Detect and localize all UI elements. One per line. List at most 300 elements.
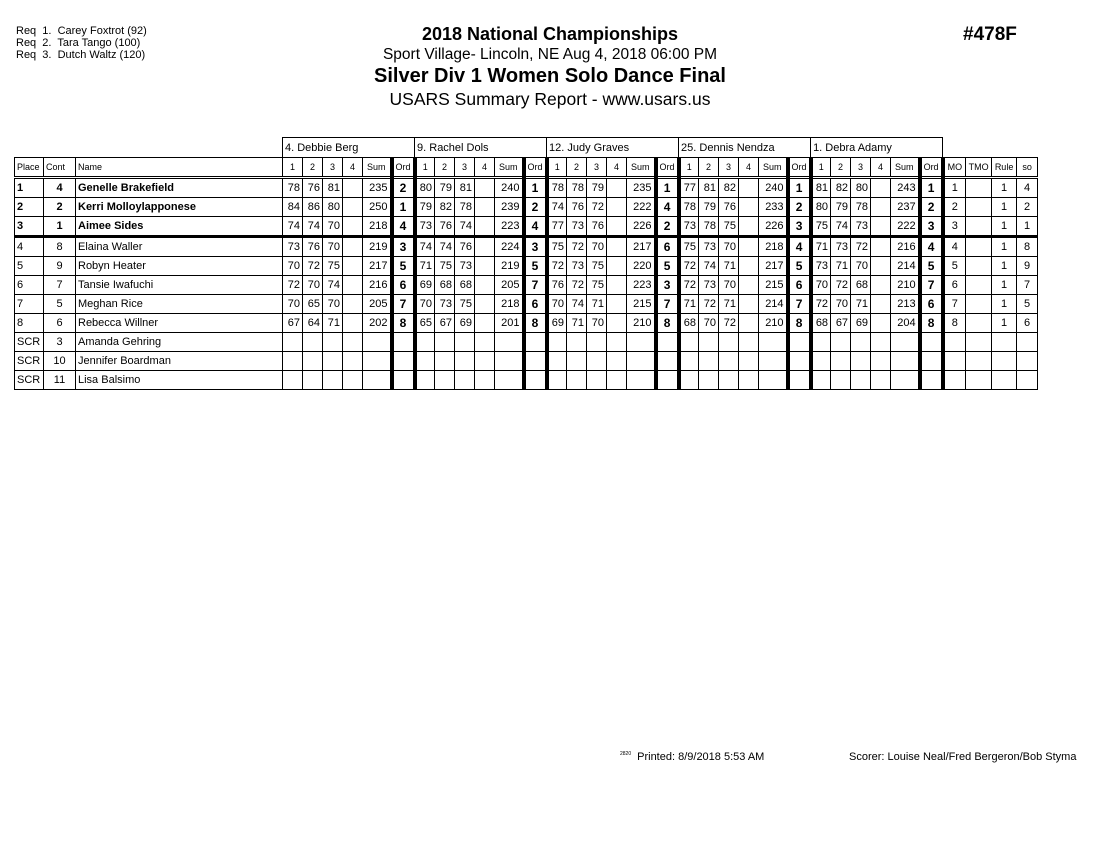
col-header-s1: 1 <box>811 158 831 178</box>
ordinal-cell: 6 <box>788 276 811 295</box>
score-cell <box>475 198 495 217</box>
score-cell <box>607 333 627 352</box>
ordinal-cell: 1 <box>788 178 811 198</box>
score-cell <box>567 371 587 390</box>
score-cell: 79 <box>831 198 851 217</box>
score-cell: 70 <box>283 295 303 314</box>
score-cell: 75 <box>455 295 475 314</box>
score-cell: 72 <box>547 257 567 276</box>
score-cell <box>871 217 891 237</box>
score-cell <box>851 352 871 371</box>
col-header-s4: 4 <box>871 158 891 178</box>
col-header-s4: 4 <box>607 158 627 178</box>
score-cell <box>343 333 363 352</box>
score-cell <box>567 352 587 371</box>
sum-cell: 233 <box>759 198 788 217</box>
scorer-info: Scorer: Louise Neal/Fred Bergeron/Bob Styma <box>849 751 1077 763</box>
score-cell <box>811 333 831 352</box>
score-cell: 72 <box>679 276 699 295</box>
rule-cell: 1 <box>992 257 1017 276</box>
score-cell: 69 <box>547 314 567 333</box>
score-cell: 76 <box>303 178 323 198</box>
table-row <box>15 371 1038 390</box>
tmo-cell <box>966 276 992 295</box>
sum-cell: 250 <box>363 198 392 217</box>
ordinal-cell: 1 <box>656 178 679 198</box>
score-cell: 70 <box>323 295 343 314</box>
sum-cell: 210 <box>891 276 920 295</box>
score-cell <box>475 178 495 198</box>
skater-name-cell: Jennifer Boardman <box>76 352 283 371</box>
tmo-cell <box>966 371 992 390</box>
sum-cell: 204 <box>891 314 920 333</box>
score-cell: 71 <box>719 257 739 276</box>
mo-cell: 5 <box>943 257 966 276</box>
mo-cell: 1 <box>943 178 966 198</box>
place-cell: 4 <box>15 237 44 257</box>
score-cell: 81 <box>323 178 343 198</box>
score-cell: 80 <box>415 178 435 198</box>
skater-name-cell: Amanda Gehring <box>76 333 283 352</box>
sum-cell: 215 <box>759 276 788 295</box>
score-cell <box>739 237 759 257</box>
sum-cell <box>759 371 788 390</box>
score-cell <box>587 333 607 352</box>
col-header-tmo: TMO <box>966 158 992 178</box>
table-row <box>15 237 1038 257</box>
score-cell <box>699 333 719 352</box>
contestant-number-cell: 4 <box>44 178 76 198</box>
contestant-number-cell: 3 <box>44 333 76 352</box>
score-cell: 79 <box>435 178 455 198</box>
mo-cell: 8 <box>943 314 966 333</box>
rule-cell <box>992 371 1017 390</box>
score-cell: 75 <box>587 276 607 295</box>
ordinal-cell <box>788 352 811 371</box>
sum-cell: 239 <box>495 198 524 217</box>
score-cell: 79 <box>415 198 435 217</box>
sum-cell: 205 <box>495 276 524 295</box>
score-cell: 73 <box>435 295 455 314</box>
sum-cell <box>891 371 920 390</box>
score-cell: 71 <box>587 295 607 314</box>
score-cell <box>435 333 455 352</box>
col-header-s2: 2 <box>567 158 587 178</box>
ordinal-cell: 1 <box>392 198 415 217</box>
score-cell: 77 <box>679 178 699 198</box>
score-cell: 76 <box>303 237 323 257</box>
tmo-cell <box>966 198 992 217</box>
sum-cell: 222 <box>627 198 656 217</box>
sum-cell: 213 <box>891 295 920 314</box>
tmo-cell <box>966 314 992 333</box>
sum-cell: 223 <box>627 276 656 295</box>
score-cell <box>475 371 495 390</box>
ordinal-cell: 8 <box>524 314 547 333</box>
score-cell <box>475 333 495 352</box>
ordinal-cell <box>392 352 415 371</box>
ordinal-cell: 7 <box>656 295 679 314</box>
score-cell: 70 <box>303 276 323 295</box>
score-cell: 73 <box>455 257 475 276</box>
requirement-3: Req 3. Dutch Waltz (120) <box>16 49 146 61</box>
score-cell <box>435 352 455 371</box>
col-header-rule: Rule <box>992 158 1017 178</box>
score-cell: 73 <box>699 237 719 257</box>
sum-cell: 215 <box>627 295 656 314</box>
score-cell <box>679 333 699 352</box>
score-cell <box>343 295 363 314</box>
mo-cell: 4 <box>943 237 966 257</box>
score-cell <box>719 333 739 352</box>
sum-cell <box>363 333 392 352</box>
score-cell: 78 <box>699 217 719 237</box>
score-cell <box>323 371 343 390</box>
score-cell <box>343 217 363 237</box>
ordinal-cell: 4 <box>392 217 415 237</box>
score-cell: 70 <box>719 276 739 295</box>
skater-name-cell: Meghan Rice <box>76 295 283 314</box>
sum-cell: 237 <box>891 198 920 217</box>
score-cell: 73 <box>567 217 587 237</box>
score-cell <box>607 257 627 276</box>
ordinal-cell: 2 <box>788 198 811 217</box>
score-cell <box>831 333 851 352</box>
judge-header-spacer <box>943 138 1038 158</box>
score-cell: 74 <box>303 217 323 237</box>
score-cell: 76 <box>587 217 607 237</box>
contestant-number-cell: 7 <box>44 276 76 295</box>
col-header-name: Name <box>76 158 283 178</box>
score-cell: 74 <box>831 217 851 237</box>
ordinal-cell: 3 <box>920 217 943 237</box>
sum-cell <box>495 352 524 371</box>
mo-cell: 2 <box>943 198 966 217</box>
score-cell: 74 <box>415 237 435 257</box>
score-cell: 78 <box>547 178 567 198</box>
col-header-s2: 2 <box>831 158 851 178</box>
score-cell <box>343 352 363 371</box>
col-header-ord: Ord <box>788 158 811 178</box>
score-cell: 74 <box>699 257 719 276</box>
table-row <box>15 257 1038 276</box>
ordinal-cell: 5 <box>524 257 547 276</box>
sum-cell <box>759 352 788 371</box>
sum-cell <box>759 333 788 352</box>
requirements-list <box>16 25 147 61</box>
score-cell: 70 <box>587 237 607 257</box>
sum-cell: 216 <box>363 276 392 295</box>
score-cell <box>343 198 363 217</box>
sum-cell: 217 <box>627 237 656 257</box>
judge-name: 1. Debra Adamy <box>811 138 943 158</box>
score-cell <box>475 314 495 333</box>
score-cell <box>739 371 759 390</box>
sum-cell: 240 <box>759 178 788 198</box>
col-header-s1: 1 <box>415 158 435 178</box>
printed-info <box>620 751 764 763</box>
so-cell <box>1017 352 1038 371</box>
sum-cell: 226 <box>759 217 788 237</box>
col-header-so: so <box>1017 158 1038 178</box>
score-cell: 70 <box>415 295 435 314</box>
score-cell: 72 <box>567 276 587 295</box>
sum-cell <box>627 371 656 390</box>
ordinal-cell: 7 <box>920 276 943 295</box>
score-cell: 69 <box>851 314 871 333</box>
score-cell: 73 <box>831 237 851 257</box>
score-cell <box>871 352 891 371</box>
so-cell <box>1017 371 1038 390</box>
score-cell <box>455 333 475 352</box>
col-header-s2: 2 <box>303 158 323 178</box>
score-cell: 74 <box>455 217 475 237</box>
sum-cell: 214 <box>759 295 788 314</box>
so-cell: 9 <box>1017 257 1038 276</box>
col-header-s3: 3 <box>323 158 343 178</box>
sum-cell: 217 <box>759 257 788 276</box>
ordinal-cell <box>392 333 415 352</box>
score-cell: 75 <box>435 257 455 276</box>
score-cell <box>415 352 435 371</box>
score-cell: 74 <box>547 198 567 217</box>
contestant-number-cell: 11 <box>44 371 76 390</box>
contestant-number-cell: 8 <box>44 237 76 257</box>
mo-cell: 6 <box>943 276 966 295</box>
ordinal-cell: 7 <box>392 295 415 314</box>
report-subtitle: USARS Summary Report - www.usars.us <box>389 89 711 109</box>
judge-name: 25. Dennis Nendza <box>679 138 811 158</box>
score-cell: 68 <box>811 314 831 333</box>
score-cell <box>567 333 587 352</box>
score-cell: 72 <box>831 276 851 295</box>
table-row <box>15 178 1038 198</box>
ordinal-cell: 2 <box>656 217 679 237</box>
sum-cell: 243 <box>891 178 920 198</box>
score-cell: 68 <box>455 276 475 295</box>
so-cell <box>1017 333 1038 352</box>
score-cell: 75 <box>719 217 739 237</box>
ordinal-cell: 5 <box>788 257 811 276</box>
table-row <box>15 217 1038 237</box>
col-header-ord: Ord <box>392 158 415 178</box>
score-cell <box>851 333 871 352</box>
contestant-number-cell: 9 <box>44 257 76 276</box>
rule-cell <box>992 333 1017 352</box>
ordinal-cell <box>656 371 679 390</box>
rule-cell: 1 <box>992 314 1017 333</box>
score-cell: 65 <box>303 295 323 314</box>
score-cell <box>607 237 627 257</box>
score-cell <box>547 371 567 390</box>
event-number: #478F <box>963 24 1017 45</box>
score-cell <box>303 352 323 371</box>
score-cell <box>831 352 851 371</box>
place-cell: 5 <box>15 257 44 276</box>
score-cell: 72 <box>679 257 699 276</box>
score-cell: 68 <box>851 276 871 295</box>
score-cell: 80 <box>851 178 871 198</box>
score-cell <box>679 371 699 390</box>
col-header-cont: Cont <box>44 158 76 178</box>
score-cell: 69 <box>455 314 475 333</box>
score-cell: 78 <box>567 178 587 198</box>
skater-name-cell: Lisa Balsimo <box>76 371 283 390</box>
score-cell <box>871 333 891 352</box>
contestant-number-cell: 10 <box>44 352 76 371</box>
score-cell: 74 <box>567 295 587 314</box>
ordinal-cell: 5 <box>656 257 679 276</box>
score-cell: 78 <box>851 198 871 217</box>
score-cell: 81 <box>811 178 831 198</box>
score-cell: 67 <box>831 314 851 333</box>
col-header-place: Place <box>15 158 44 178</box>
score-cell: 82 <box>435 198 455 217</box>
score-cell: 72 <box>303 257 323 276</box>
score-cell: 76 <box>567 198 587 217</box>
score-cell: 72 <box>567 237 587 257</box>
ordinal-cell: 8 <box>392 314 415 333</box>
requirement-2: Req 2. Tara Tango (100) <box>16 37 141 49</box>
rule-cell: 1 <box>992 178 1017 198</box>
score-cell: 73 <box>415 217 435 237</box>
score-cell: 80 <box>811 198 831 217</box>
mo-cell: 7 <box>943 295 966 314</box>
contestant-number-cell: 2 <box>44 198 76 217</box>
score-cell <box>871 178 891 198</box>
table-row <box>15 314 1038 333</box>
score-cell: 64 <box>303 314 323 333</box>
score-cell: 73 <box>567 257 587 276</box>
sum-cell <box>891 352 920 371</box>
sum-cell <box>363 371 392 390</box>
ordinal-cell: 7 <box>524 276 547 295</box>
score-cell <box>607 217 627 237</box>
score-cell: 69 <box>415 276 435 295</box>
ordinal-cell <box>788 371 811 390</box>
score-cell <box>871 371 891 390</box>
col-header-sum: Sum <box>627 158 656 178</box>
score-cell: 65 <box>415 314 435 333</box>
report-header <box>280 24 820 110</box>
so-cell: 6 <box>1017 314 1038 333</box>
ordinal-cell <box>656 333 679 352</box>
tmo-cell <box>966 333 992 352</box>
table-row <box>15 295 1038 314</box>
sum-cell: 218 <box>495 295 524 314</box>
ordinal-cell <box>656 352 679 371</box>
tmo-cell <box>966 352 992 371</box>
score-cell: 73 <box>699 276 719 295</box>
score-cell: 78 <box>679 198 699 217</box>
judge-name: 9. Rachel Dols <box>415 138 547 158</box>
col-header-ord: Ord <box>656 158 679 178</box>
score-cell <box>343 371 363 390</box>
col-header-s3: 3 <box>719 158 739 178</box>
sum-cell: 235 <box>363 178 392 198</box>
score-cell <box>343 237 363 257</box>
tmo-cell <box>966 178 992 198</box>
ordinal-cell: 3 <box>788 217 811 237</box>
score-cell: 75 <box>679 237 699 257</box>
skater-name-cell: Kerri Molloylapponese <box>76 198 283 217</box>
sum-cell: 235 <box>627 178 656 198</box>
tmo-cell <box>966 257 992 276</box>
score-cell: 75 <box>323 257 343 276</box>
skater-name-cell: Elaina Waller <box>76 237 283 257</box>
col-header-s3: 3 <box>851 158 871 178</box>
score-cell: 84 <box>283 198 303 217</box>
score-cell <box>811 352 831 371</box>
so-cell: 8 <box>1017 237 1038 257</box>
so-cell: 2 <box>1017 198 1038 217</box>
ordinal-cell: 4 <box>656 198 679 217</box>
sum-cell: 219 <box>363 237 392 257</box>
tmo-cell <box>966 217 992 237</box>
score-cell: 71 <box>323 314 343 333</box>
score-cell <box>871 198 891 217</box>
score-cell: 67 <box>283 314 303 333</box>
place-cell: SCR <box>15 333 44 352</box>
skater-name-cell: Genelle Brakefield <box>76 178 283 198</box>
col-header-s1: 1 <box>547 158 567 178</box>
mo-cell <box>943 371 966 390</box>
score-cell: 70 <box>323 237 343 257</box>
sum-cell <box>627 333 656 352</box>
sum-cell <box>495 371 524 390</box>
col-header-s4: 4 <box>739 158 759 178</box>
column-header-row <box>15 158 1038 178</box>
skater-name-cell: Tansie Iwafuchi <box>76 276 283 295</box>
judge-header-spacer <box>15 138 283 158</box>
score-cell: 72 <box>699 295 719 314</box>
ordinal-cell: 5 <box>392 257 415 276</box>
so-cell: 4 <box>1017 178 1038 198</box>
skater-name-cell: Rebecca Willner <box>76 314 283 333</box>
score-cell <box>283 333 303 352</box>
score-cell: 71 <box>567 314 587 333</box>
col-header-ord: Ord <box>524 158 547 178</box>
col-header-s4: 4 <box>475 158 495 178</box>
score-cell: 71 <box>851 295 871 314</box>
ordinal-cell: 2 <box>392 178 415 198</box>
score-cell <box>475 352 495 371</box>
sum-cell: 210 <box>759 314 788 333</box>
score-cell <box>607 371 627 390</box>
score-cell: 82 <box>831 178 851 198</box>
score-cell: 71 <box>719 295 739 314</box>
score-cell <box>415 371 435 390</box>
ordinal-cell: 4 <box>524 217 547 237</box>
judge-name: 4. Debbie Berg <box>283 138 415 158</box>
score-cell: 72 <box>283 276 303 295</box>
score-cell <box>739 333 759 352</box>
table-row <box>15 352 1038 371</box>
score-cell <box>343 257 363 276</box>
ordinal-cell <box>524 333 547 352</box>
ordinal-cell: 2 <box>524 198 547 217</box>
score-cell: 75 <box>587 257 607 276</box>
col-header-sum: Sum <box>891 158 920 178</box>
sum-cell: 205 <box>363 295 392 314</box>
score-cell <box>739 198 759 217</box>
ordinal-cell <box>920 371 943 390</box>
ordinal-cell <box>920 333 943 352</box>
sum-cell <box>495 333 524 352</box>
skater-name-cell: Aimee Sides <box>76 217 283 237</box>
score-cell: 76 <box>719 198 739 217</box>
score-cell <box>435 371 455 390</box>
